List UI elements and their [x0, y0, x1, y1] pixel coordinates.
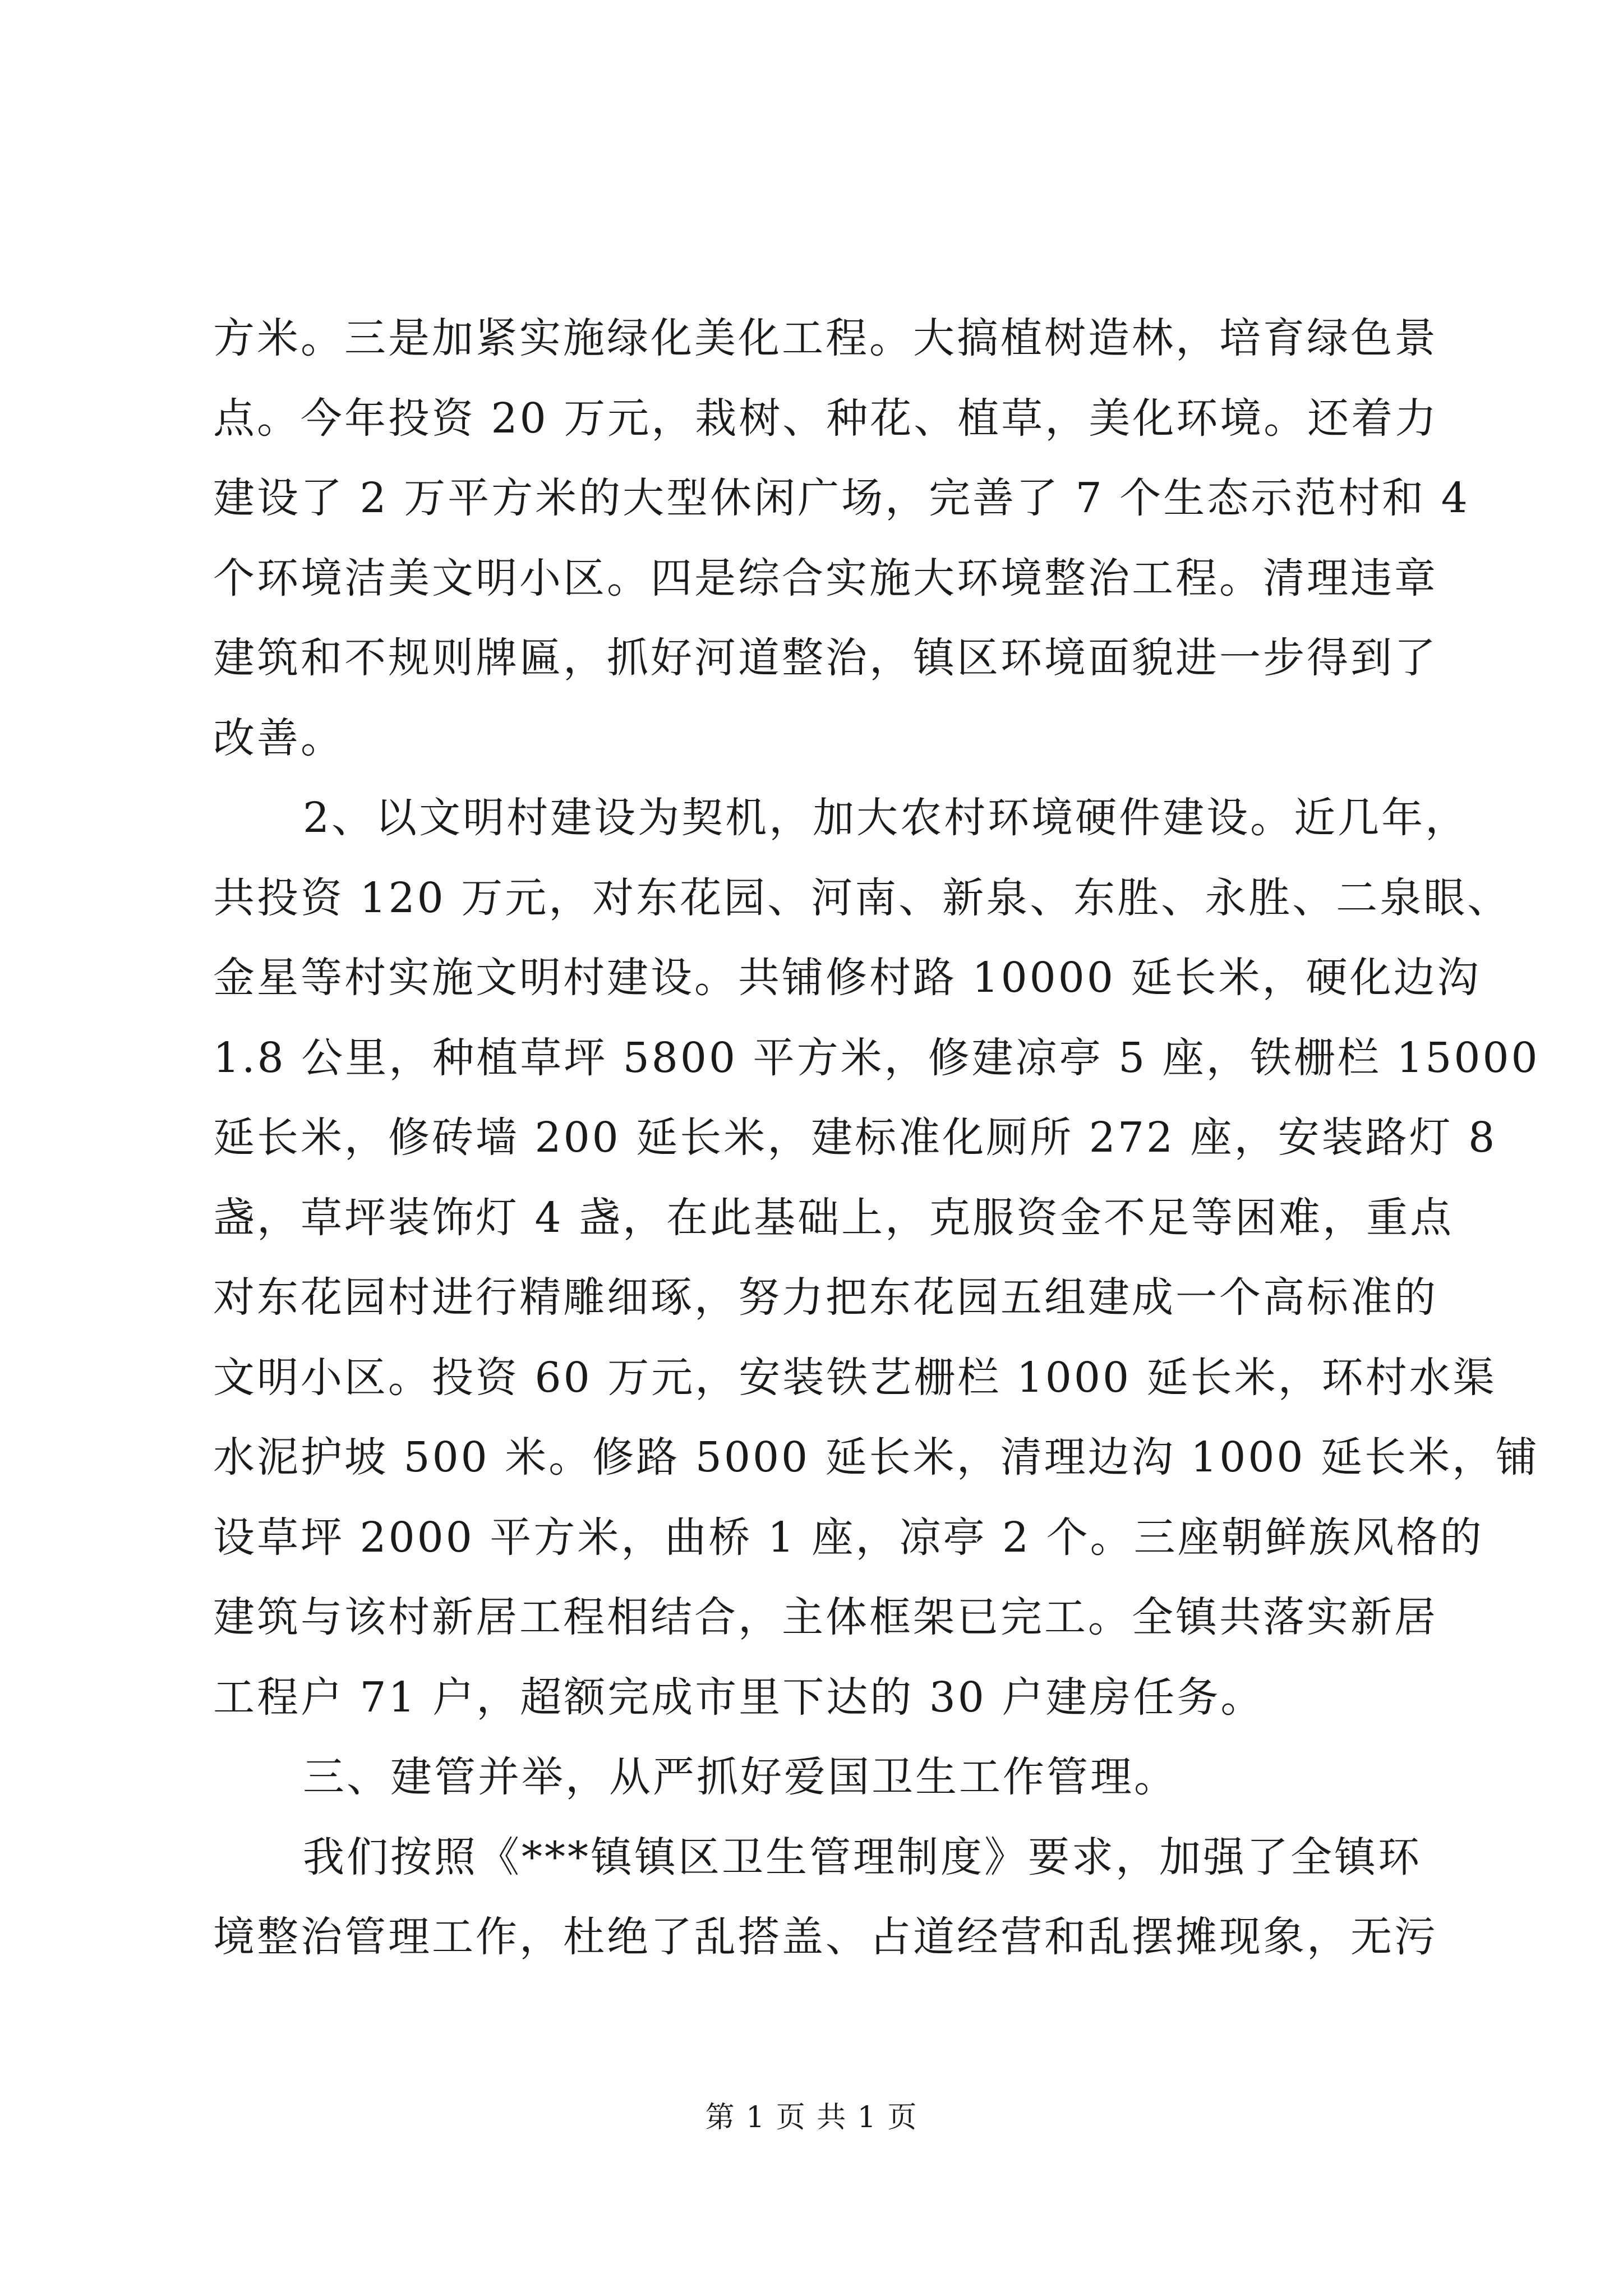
text-line: 改善。	[213, 714, 344, 762]
section-heading: 三、建管并举，从严抓好爱国卫生工作管理。	[303, 1753, 1178, 1801]
text-line: 对东花园村进行精雕细琢，努力把东花园五组建成一个高标准的	[213, 1273, 1438, 1322]
page-number-footer: 第 1 页 共 1 页	[705, 2101, 918, 2134]
text-line: 金星等村实施文明村建设。共铺修村路 10000 延长米，硬化边沟	[213, 954, 1481, 1002]
text-line: 方米。三是加紧实施绿化美化工程。大搞植树造林，培育绿色景	[213, 314, 1438, 362]
text-line: 设草坪 2000 平方米，曲桥 1 座，凉亭 2 个。三座朝鲜族风格的	[213, 1513, 1484, 1562]
paragraph-start-line: 我们按照《***镇镇区卫生管理制度》要求，加强了全镇环	[303, 1833, 1422, 1881]
text-line: 水泥护坡 500 米。修路 5000 延长米，清理边沟 1000 延长米，铺	[213, 1433, 1540, 1481]
text-line: 延长米，修砖墙 200 延长米，建标准化厕所 272 座，安装路灯 8	[213, 1114, 1497, 1162]
text-line: 境整治管理工作，杜绝了乱搭盖、占道经营和乱摆摊现象，无污	[213, 1913, 1438, 1961]
text-line: 建筑与该村新居工程相结合，主体框架已完工。全镇共落实新居	[213, 1593, 1438, 1641]
text-line: 共投资 120 万元，对东花园、河南、新泉、东胜、永胜、二泉眼、	[213, 873, 1511, 922]
text-line: 盏，草坪装饰灯 4 盏，在此基础上，克服资金不足等困难，重点	[213, 1193, 1454, 1242]
text-line: 建筑和不规则牌匾，抓好河道整治，镇区环境面貌进一步得到了	[213, 634, 1438, 682]
text-line: 建设了 2 万平方米的大型休闲广场，完善了 7 个生态示范村和 4	[213, 474, 1470, 522]
text-line: 文明小区。投资 60 万元，安装铁艺栅栏 1000 延长米，环村水渠	[213, 1353, 1497, 1402]
text-line: 工程户 71 户，超额完成市里下达的 30 户建房任务。	[213, 1673, 1265, 1722]
paragraph-start-line: 2、以文明村建设为契机，加大农村环境硬件建设。近几年，	[303, 794, 1469, 842]
text-line: 个环境洁美文明小区。四是综合实施大环境整治工程。清理违章	[213, 554, 1438, 602]
text-line: 1.8 公里，种植草坪 5800 平方米，修建凉亭 5 座，铁栅栏 15000	[213, 1033, 1540, 1082]
text-line: 点。今年投资 20 万元，栽树、种花、植草，美化环境。还着力	[213, 394, 1439, 443]
document-body	[213, 298, 1540, 1977]
